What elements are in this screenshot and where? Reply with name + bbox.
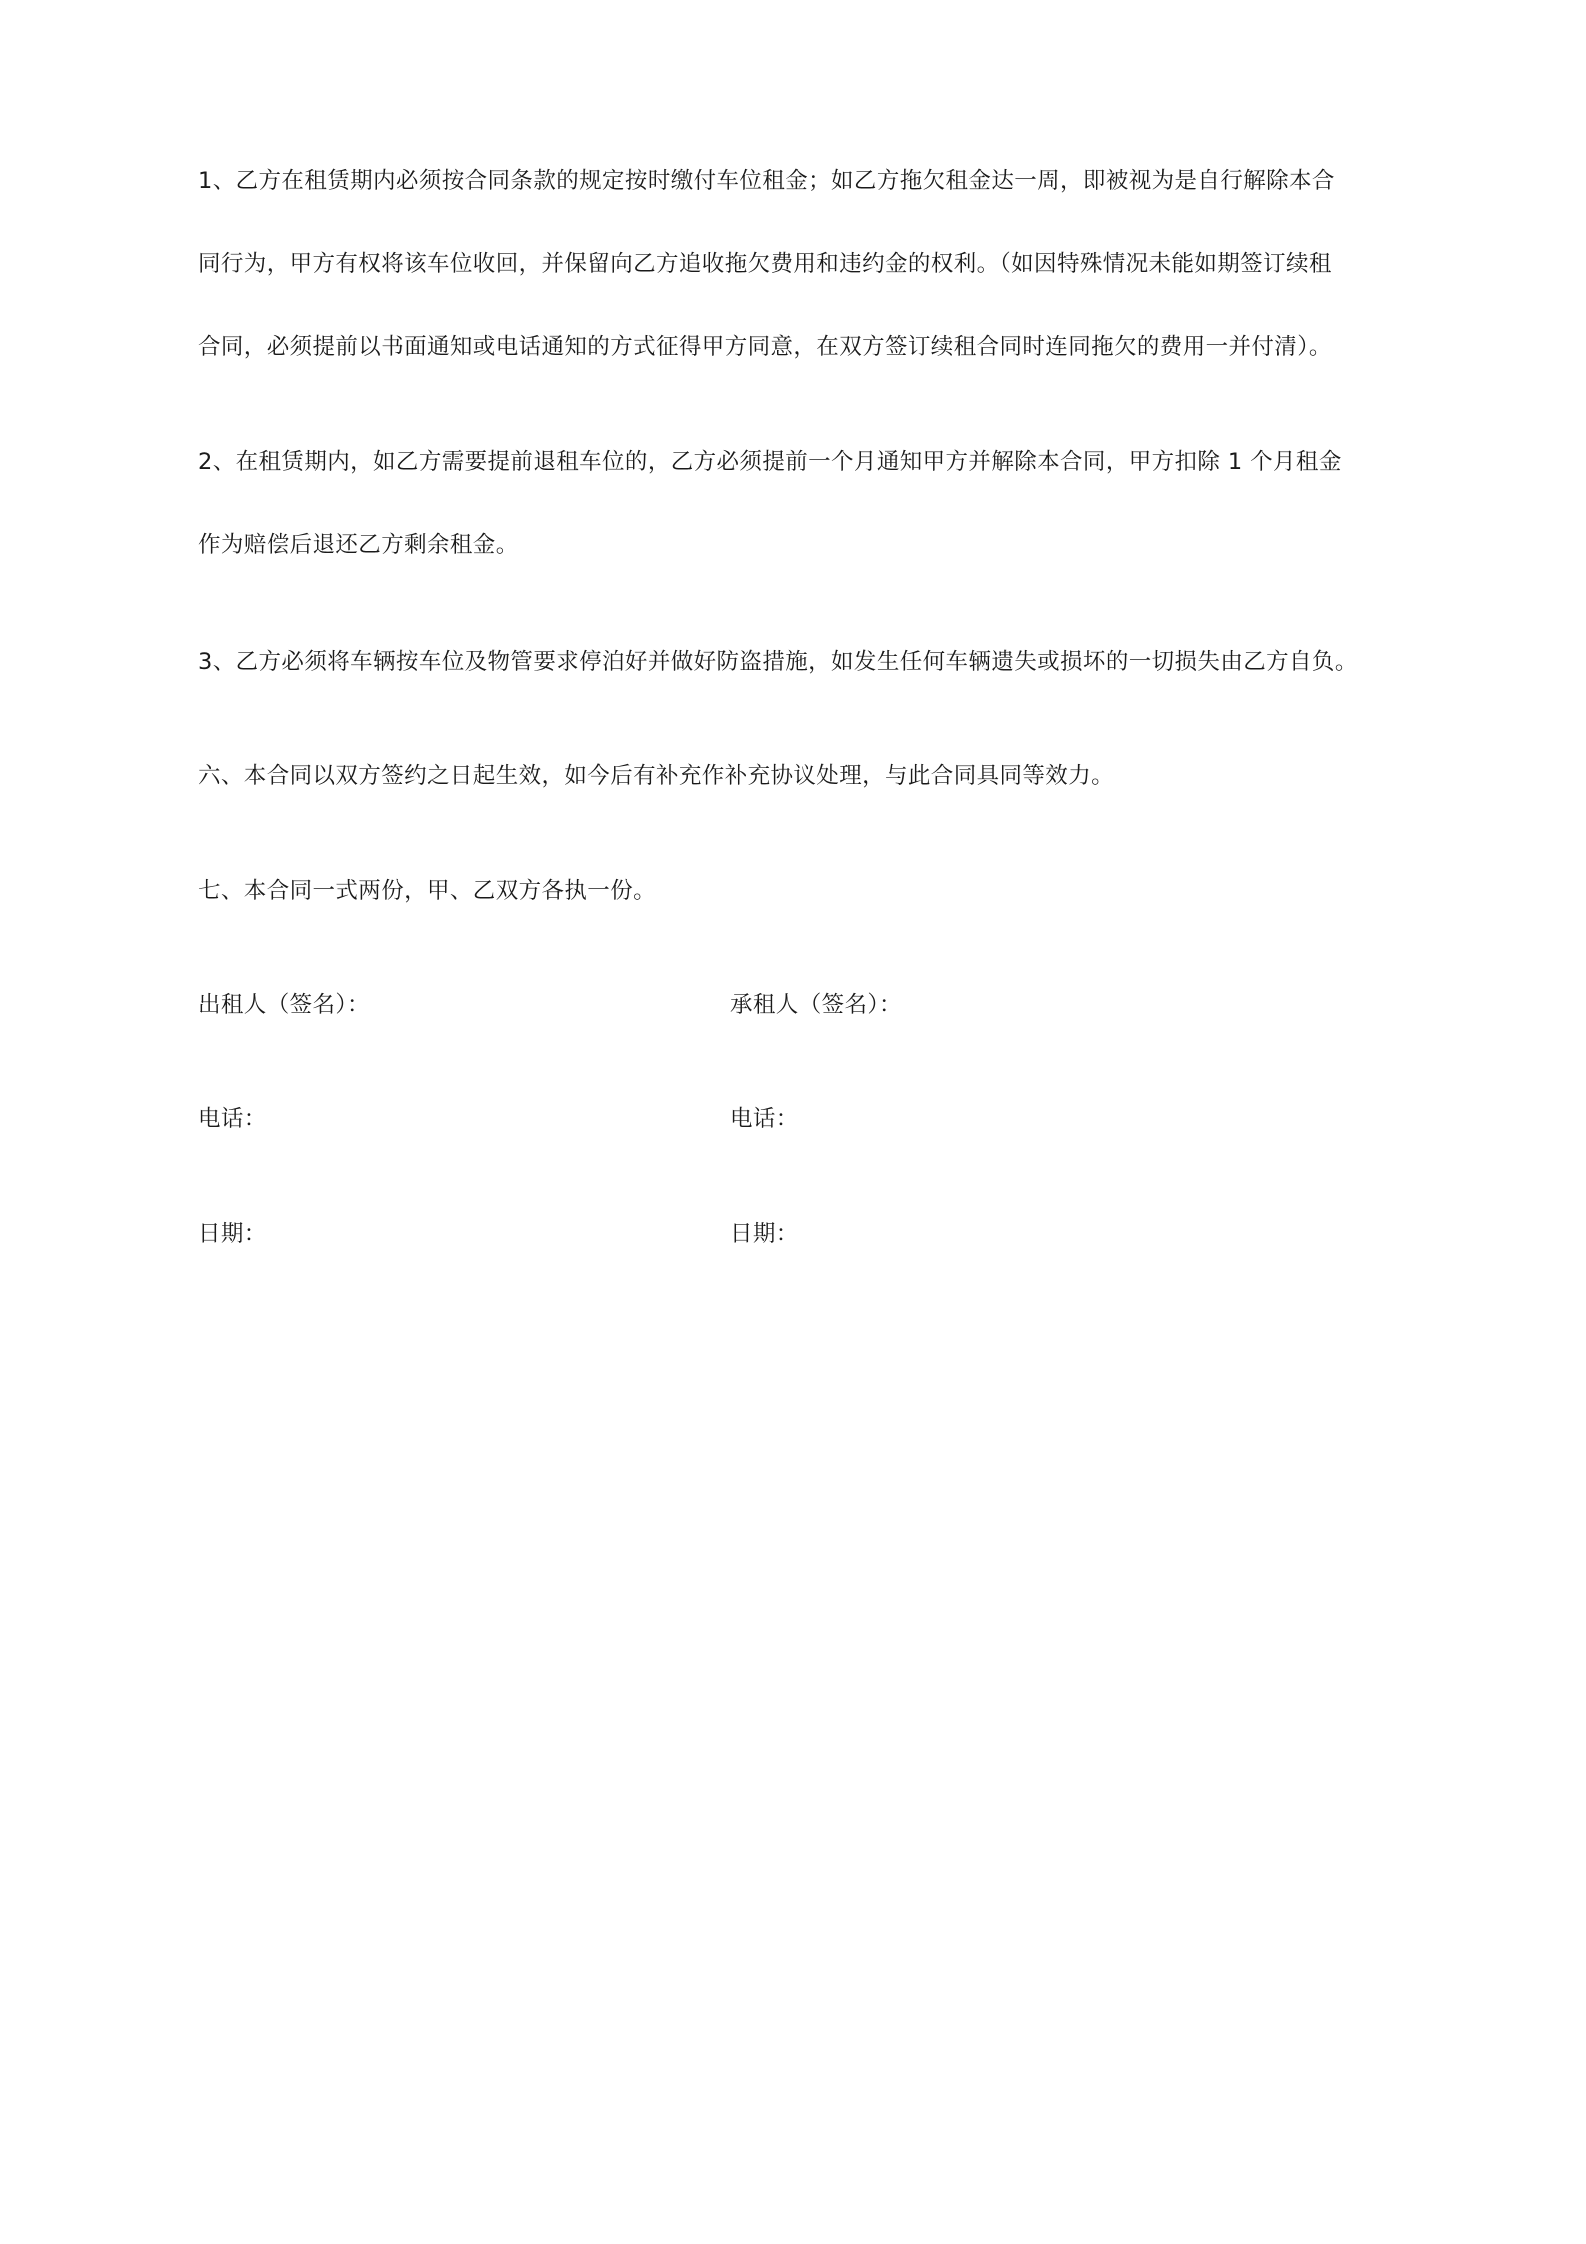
lessor-phone-label: 电话： bbox=[198, 1106, 267, 1132]
lessor-signature-label: 出租人（签名）： bbox=[198, 992, 370, 1018]
clause-2-line-2: 作为赔偿后退还乙方剩余租金。 bbox=[198, 532, 519, 558]
clause-2-line-1: 2、在租赁期内，如乙方需要提前退租车位的，乙方必须提前一个月通知甲方并解除本合同，甲方扣除 1 个月租金 bbox=[198, 449, 1342, 475]
lessor-date-label: 日期： bbox=[198, 1221, 267, 1247]
clause-1-line-3: 合同，必须提前以书面通知或电话通知的方式征得甲方同意，在双方签订续租合同时连同拖欠的费用一并付清）。 bbox=[198, 334, 1332, 360]
clause-2 bbox=[198, 421, 1413, 587]
clause-1 bbox=[198, 140, 1413, 389]
clause-3: 3、乙方必须将车辆按车位及物管要求停泊好并做好防盗措施，如发生任何车辆遗失或损坏的一切损失由乙方自负。 bbox=[198, 649, 1358, 675]
section-6: 六、本合同以双方签约之日起生效，如今后有补充作补充协议处理，与此合同具同等效力。 bbox=[198, 763, 1115, 789]
clause-1-line-2: 同行为，甲方有权将该车位收回，并保留向乙方追收拖欠费用和违约金的权利。（如因特殊情况未能如期签订续租 bbox=[198, 251, 1332, 277]
clause-1-line-1: 1、乙方在租赁期内必须按合同条款的规定按时缴付车位租金；如乙方拖欠租金达一周，即被视为是自行解除本合 bbox=[198, 168, 1335, 194]
section-7: 七、本合同一式两份，甲、乙双方各执一份。 bbox=[198, 878, 657, 904]
lessee-signature-label: 承租人（签名）： bbox=[730, 992, 902, 1018]
lessee-phone-label: 电话： bbox=[730, 1106, 799, 1132]
lessee-date-label: 日期： bbox=[730, 1221, 799, 1247]
